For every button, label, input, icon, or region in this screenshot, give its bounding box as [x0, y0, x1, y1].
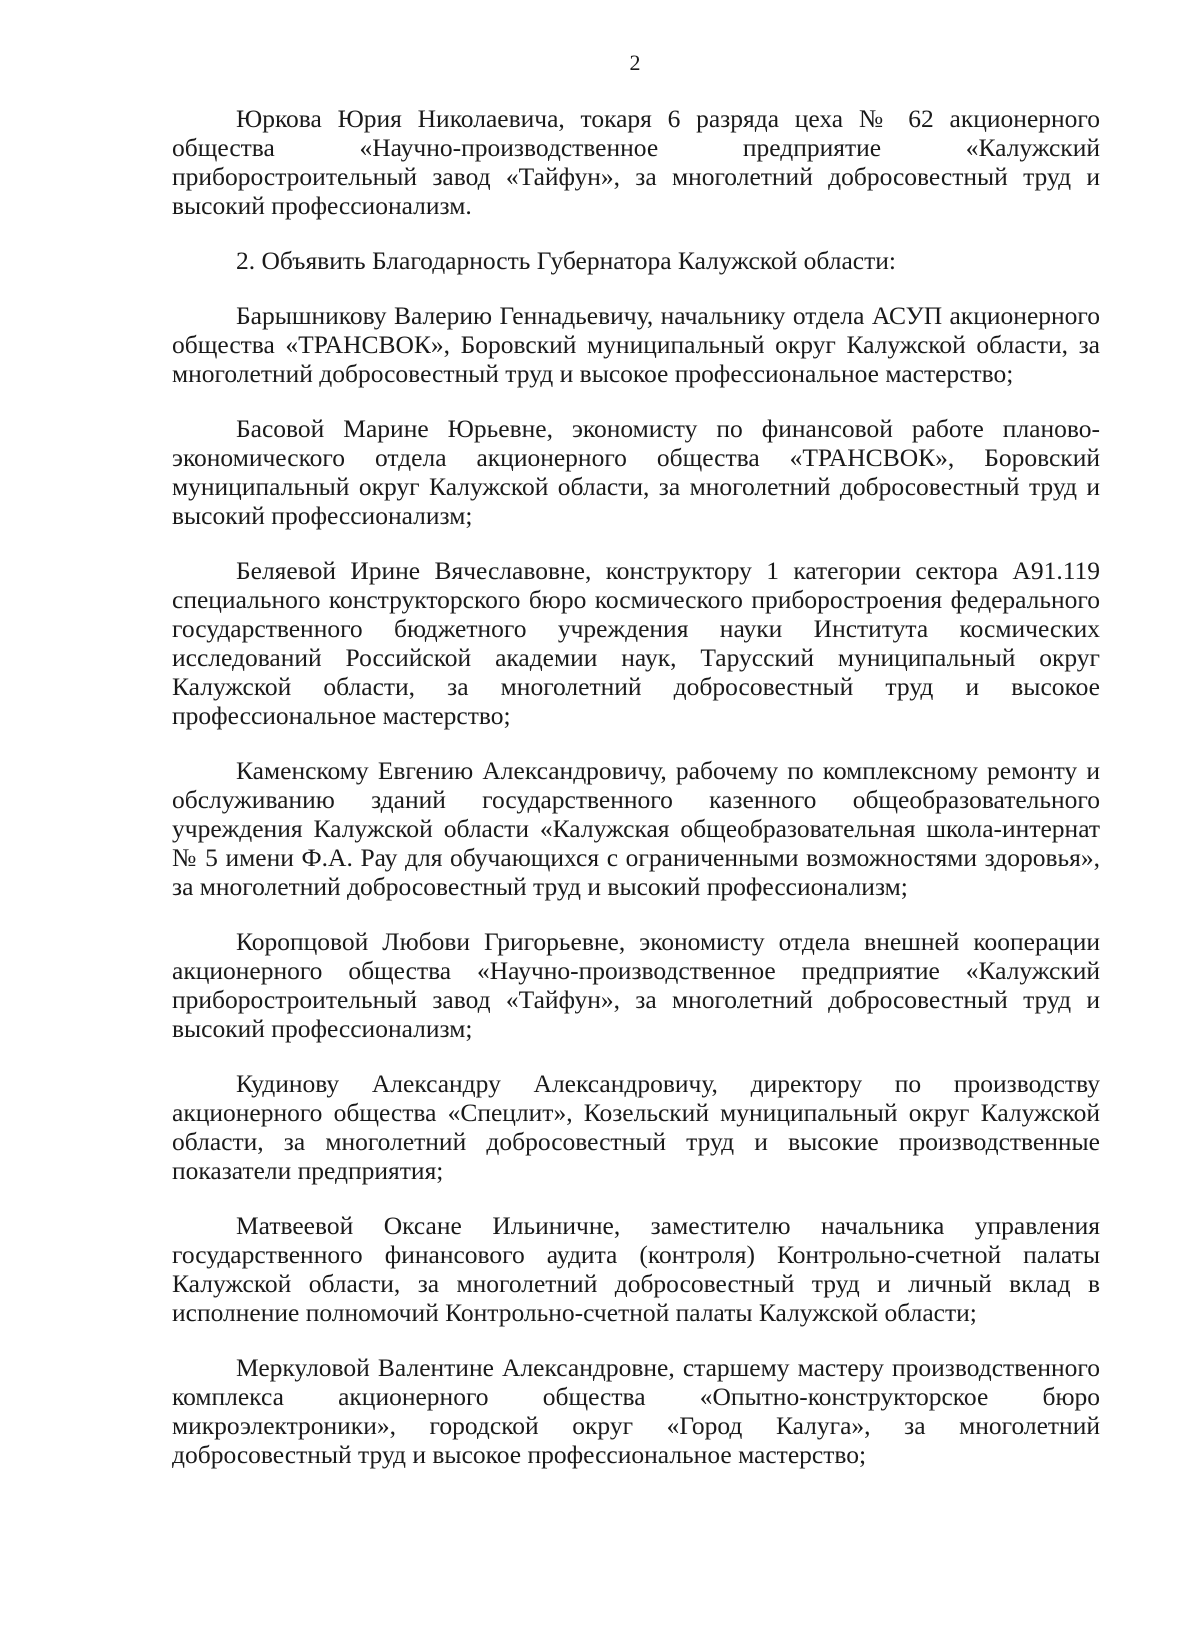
paragraph-yurkov: Юркова Юрия Николаевича, токаря 6 разряда цеха № 62 акционерного общества «Научно-производственное предприятие «Калужский приборостроительный завод «Тайфун», за многолетний добросовестный труд и высокий профессионализм.: [172, 104, 1100, 220]
paragraph-kamensky: Каменскому Евгению Александровичу, рабочему по комплексному ремонту и обслуживанию зданий государственного казенного общеобразовательного учреждения Калужской области «Калужская общеобразовательная школа-интернат № 5 имени Ф.А. Рау для обучающихся с ограниченными возможностями здоровья», за многолетний добросовестный труд и высокий профессионализм;: [172, 756, 1100, 901]
page-number: 2: [629, 50, 641, 75]
paragraph-koroptsova: Коропцовой Любови Григорьевне, экономисту отдела внешней кооперации акционерного общества «Научно-производственное предприятие «Калужский приборостроительный завод «Тайфун», за многолетний добросовестный труд и высокий профессионализм;: [172, 927, 1100, 1043]
paragraph-section-2-heading: 2. Объявить Благодарность Губернатора Калужской области:: [236, 246, 896, 275]
paragraph-kudinov: Кудинову Александру Александровичу, директору по производству акционерного общества «Спецлит», Козельский муниципальный округ Калужской области, за многолетний добросовестный труд и высокие производственные показатели предприятия;: [172, 1069, 1100, 1185]
paragraph-merkulova: Меркуловой Валентине Александровне, старшему мастеру производственного комплекса акционерного общества «Опытно-конструкторское бюро микроэлектроники», городской округ «Город Калуга», за многолетний добросовестный труд и высокое профессиональное мастерство;: [172, 1353, 1100, 1469]
paragraph-baryshnikov: Барышникову Валерию Геннадьевичу, начальнику отдела АСУП акционерного общества «ТРАНСВОК», Боровский муниципальный округ Калужской области, за многолетний добросовестный труд и высокое профессиональное мастерство;: [172, 301, 1100, 388]
paragraph-basova: Басовой Марине Юрьевне, экономисту по финансовой работе планово-экономического отдела акционерного общества «ТРАНСВОК», Боровский муниципальный округ Калужской области, за многолетний добросовестный труд и высокий профессионализм;: [172, 414, 1100, 530]
paragraph-matveeva: Матвеевой Оксане Ильиничне, заместителю начальника управления государственного финансового аудита (контроля) Контрольно-счетной палаты Калужской области, за многолетний добросовестный труд и личный вклад в исполнение полномочий Контрольно-счетной палаты Калужской области;: [172, 1211, 1100, 1327]
document-body: [172, 104, 1100, 1495]
paragraph-belyaeva: Беляевой Ирине Вячеславовне, конструктору 1 категории сектора А91.119 специального конструкторского бюро космического приборостроения федерального государственного бюджетного учреждения науки Института космических исследований Российской академии наук, Тарусский муниципальный округ Калужской области, за многолетний добросовестный труд и высокое профессиональное мастерство;: [172, 556, 1100, 730]
